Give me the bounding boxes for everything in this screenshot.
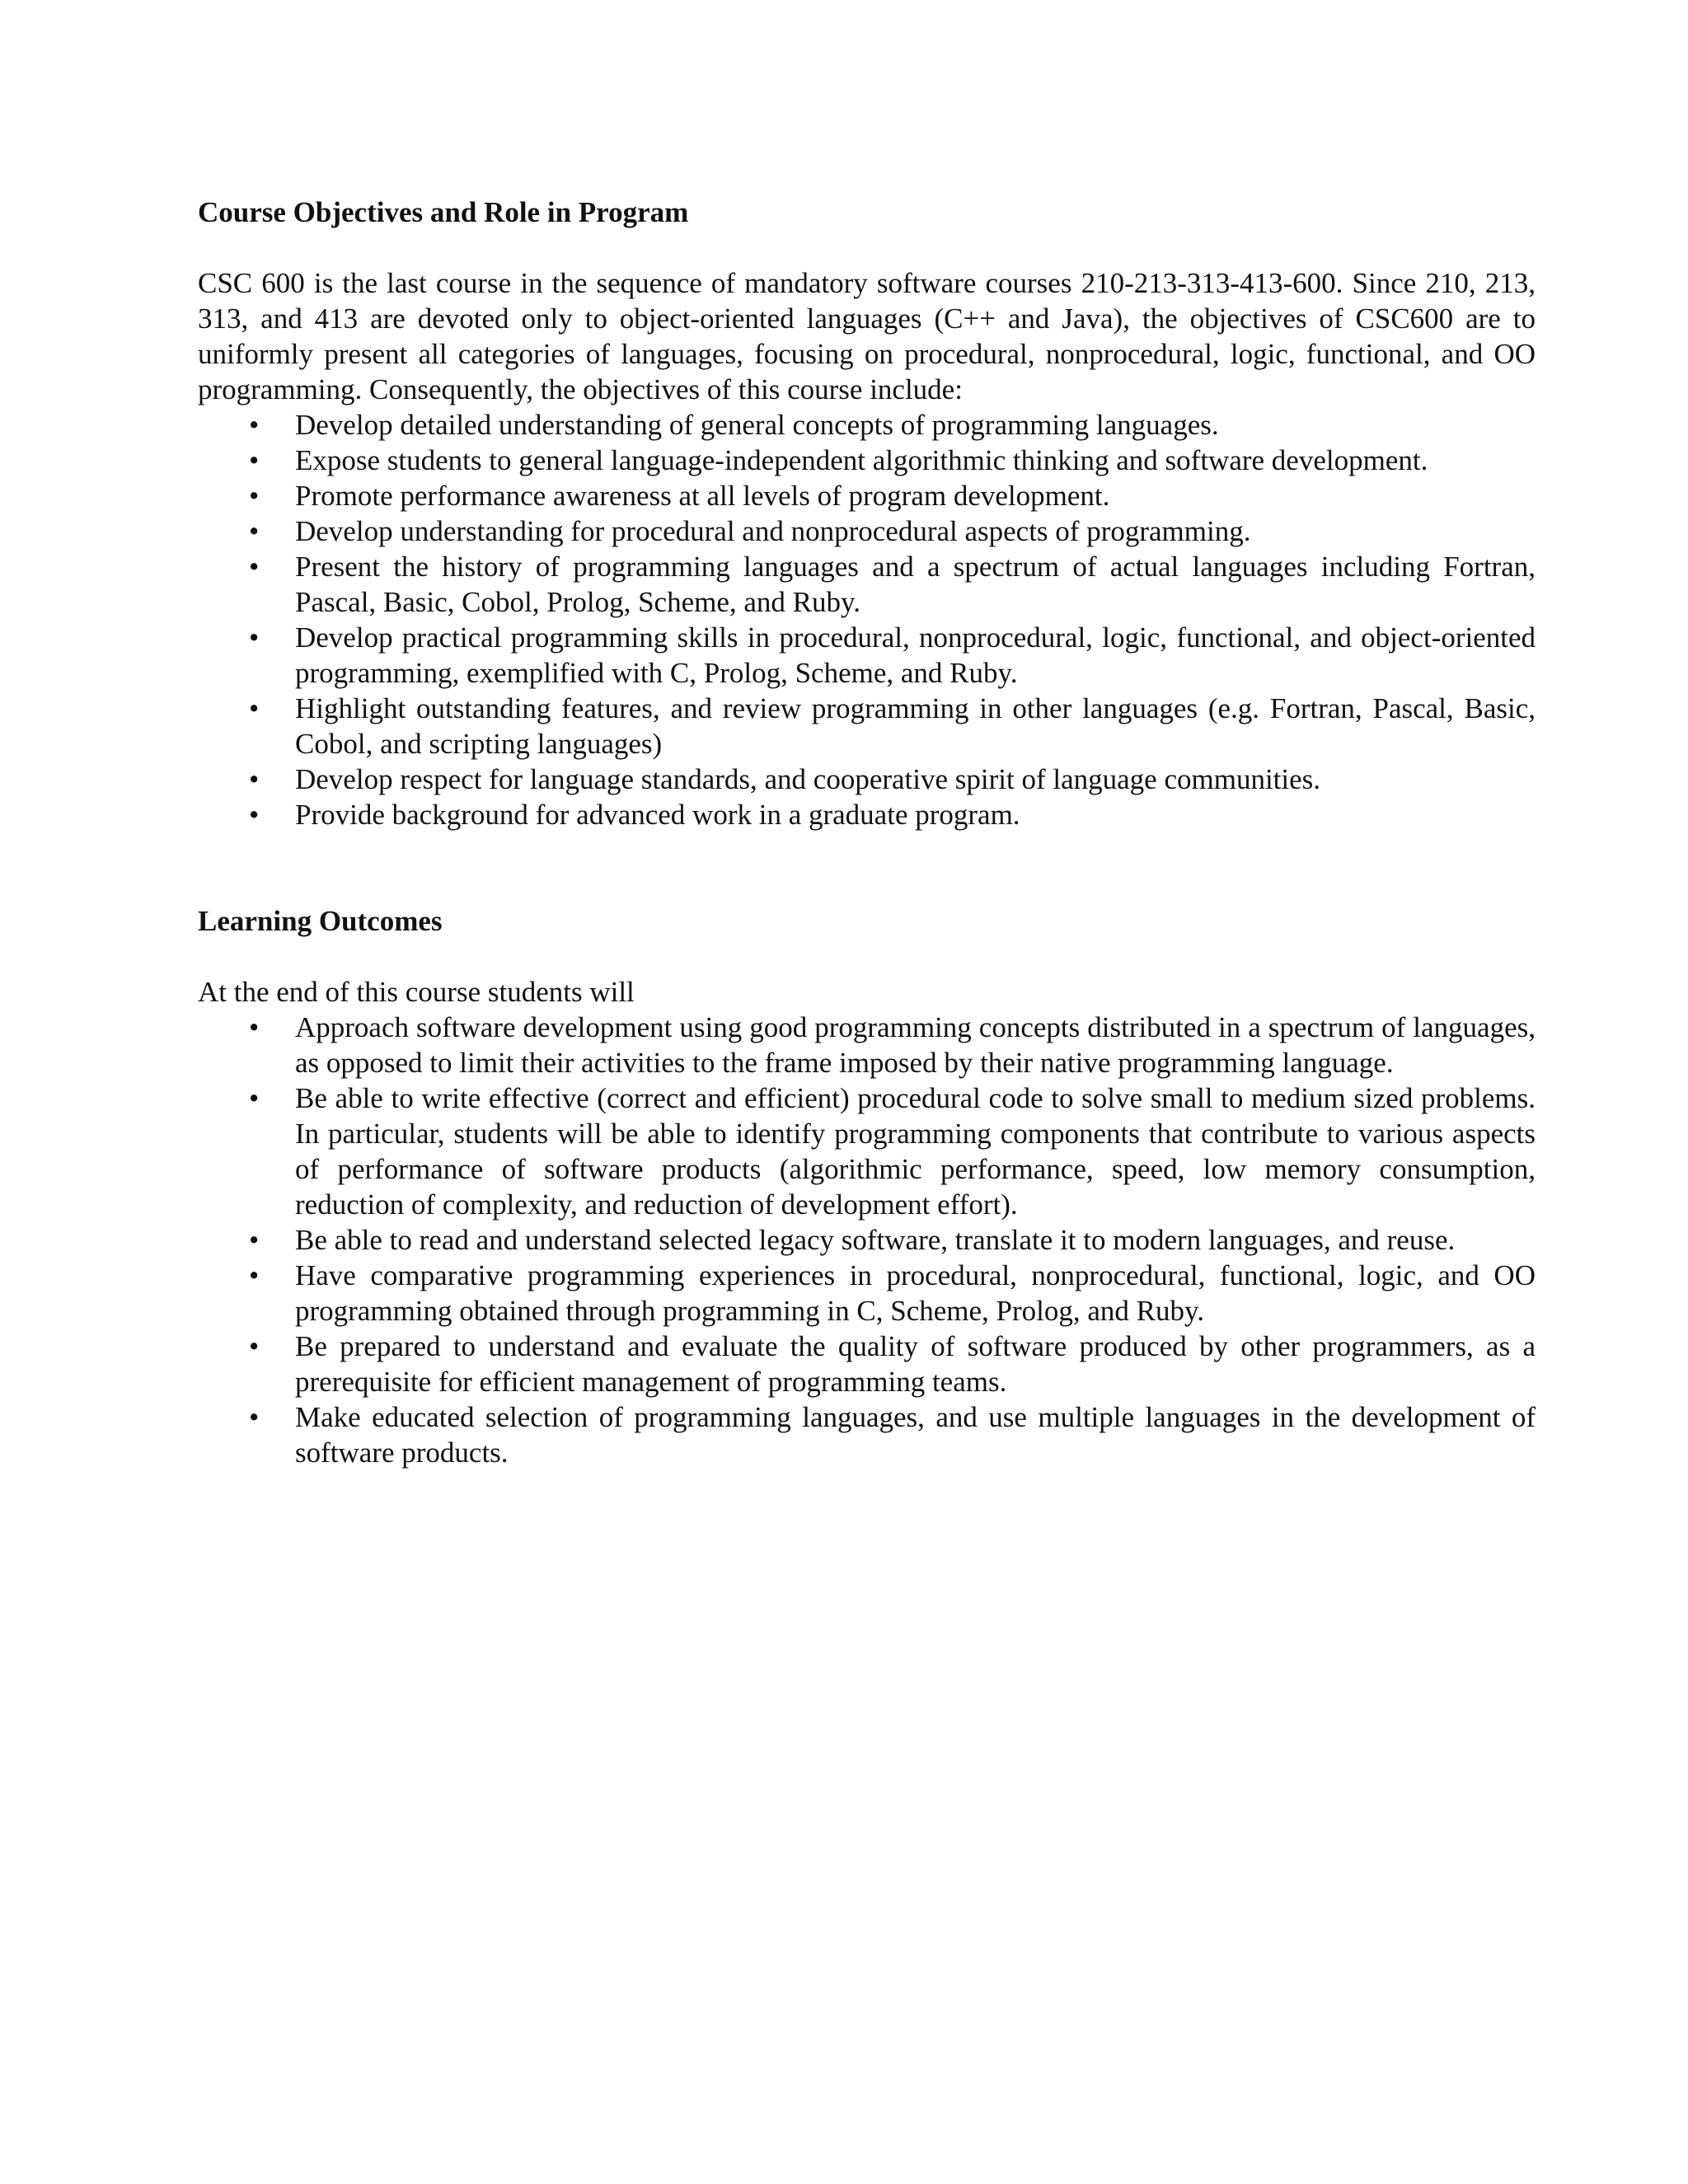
bullet-icon: • bbox=[249, 515, 260, 547]
bullet-icon: • bbox=[249, 444, 260, 476]
list-item bbox=[198, 1010, 1536, 1080]
list-item bbox=[198, 762, 1536, 797]
list-item-text: Provide background for advanced work in a graduate program. bbox=[295, 799, 1020, 831]
section-heading: Course Objectives and Role in Program bbox=[198, 196, 689, 228]
list-item-text: Approach software development using good programming concepts distributed in a spectrum of languages, as opposed to limit their activities to the frame imposed by their native programming language. bbox=[295, 1011, 1536, 1079]
intro-paragraph: CSC 600 is the last course in the sequence of mandatory software courses 210-213-313-413-600. Since 210, 213, 313, and 413 are devoted only to object-oriented languages (C++ and Java), the objectives of CSC600 are to uniformly present all categories of languages, focusing on procedural, nonprocedural, logic, functional, and OO programming. Consequently, the objectives of this course include: bbox=[198, 267, 1536, 405]
list-item-text: Make educated selection of programming languages, and use multiple languages in the development of software products. bbox=[295, 1401, 1536, 1469]
list-item bbox=[198, 407, 1536, 443]
section-learning-outcomes bbox=[198, 903, 1536, 1470]
bullet-icon: • bbox=[249, 480, 260, 512]
list-item-text: Highlight outstanding features, and review programming in other languages (e.g. Fortran, Pascal, Basic, Cobol, and scripting languages) bbox=[295, 692, 1536, 760]
list-item-text: Develop detailed understanding of general concepts of programming languages. bbox=[295, 409, 1219, 441]
list-item bbox=[198, 1329, 1536, 1399]
list-item bbox=[198, 1258, 1536, 1329]
list-item-text: Be able to read and understand selected legacy software, translate it to modern languages, and reuse. bbox=[295, 1224, 1456, 1256]
bullet-icon: • bbox=[249, 763, 260, 795]
section-heading: Learning Outcomes bbox=[198, 905, 443, 937]
bullet-icon: • bbox=[249, 1401, 260, 1433]
list-item bbox=[198, 443, 1536, 478]
bullet-icon: • bbox=[249, 692, 260, 724]
section-course-objectives bbox=[198, 194, 1536, 832]
intro-paragraph: At the end of this course students will bbox=[198, 976, 635, 1008]
document-page bbox=[198, 194, 1536, 1470]
bullet-icon: • bbox=[249, 551, 260, 583]
list-item-text: Be able to write effective (correct and efficient) procedural code to solve small to medium sized problems. In particular, students will be able to identify programming components that contribute to various aspects of performance of software products (algorithmic performance, speed, low memory consumption, reduction of complexity, and reduction of development effort). bbox=[295, 1082, 1536, 1221]
bullet-icon: • bbox=[249, 409, 260, 441]
outcomes-list bbox=[198, 1010, 1536, 1470]
list-item bbox=[198, 478, 1536, 513]
list-item bbox=[198, 620, 1536, 691]
bullet-icon: • bbox=[249, 1082, 260, 1114]
bullet-icon: • bbox=[249, 1224, 260, 1256]
list-item bbox=[198, 1080, 1536, 1222]
bullet-icon: • bbox=[249, 1259, 260, 1291]
bullet-icon: • bbox=[249, 1011, 260, 1043]
list-item-text: Present the history of programming languages and a spectrum of actual languages including Fortran, Pascal, Basic, Cobol, Prolog, Scheme, and Ruby. bbox=[295, 551, 1536, 618]
bullet-icon: • bbox=[249, 1330, 260, 1362]
list-item-text: Have comparative programming experiences in procedural, nonprocedural, functional, logic, and OO programming obtained through programming in C, Scheme, Prolog, and Ruby. bbox=[295, 1259, 1536, 1327]
objectives-list bbox=[198, 407, 1536, 832]
list-item bbox=[198, 549, 1536, 620]
list-item bbox=[198, 1222, 1536, 1258]
list-item-text: Promote performance awareness at all levels of program development. bbox=[295, 480, 1110, 512]
list-item bbox=[198, 691, 1536, 762]
list-item-text: Develop understanding for procedural and nonprocedural aspects of programming. bbox=[295, 515, 1251, 547]
list-item bbox=[198, 797, 1536, 832]
list-item-text: Be prepared to understand and evaluate the quality of software produced by other programmers, as a prerequisite for efficient management of programming teams. bbox=[295, 1330, 1536, 1398]
list-item bbox=[198, 513, 1536, 549]
bullet-icon: • bbox=[249, 621, 260, 654]
bullet-icon: • bbox=[249, 799, 260, 831]
list-item-text: Develop practical programming skills in procedural, nonprocedural, logic, functional, and object-oriented programming, exemplified with C, Prolog, Scheme, and Ruby. bbox=[295, 621, 1536, 689]
list-item bbox=[198, 1399, 1536, 1470]
list-item-text: Develop respect for language standards, and cooperative spirit of language communities. bbox=[295, 763, 1321, 795]
list-item-text: Expose students to general language-independent algorithmic thinking and software development. bbox=[295, 444, 1428, 476]
